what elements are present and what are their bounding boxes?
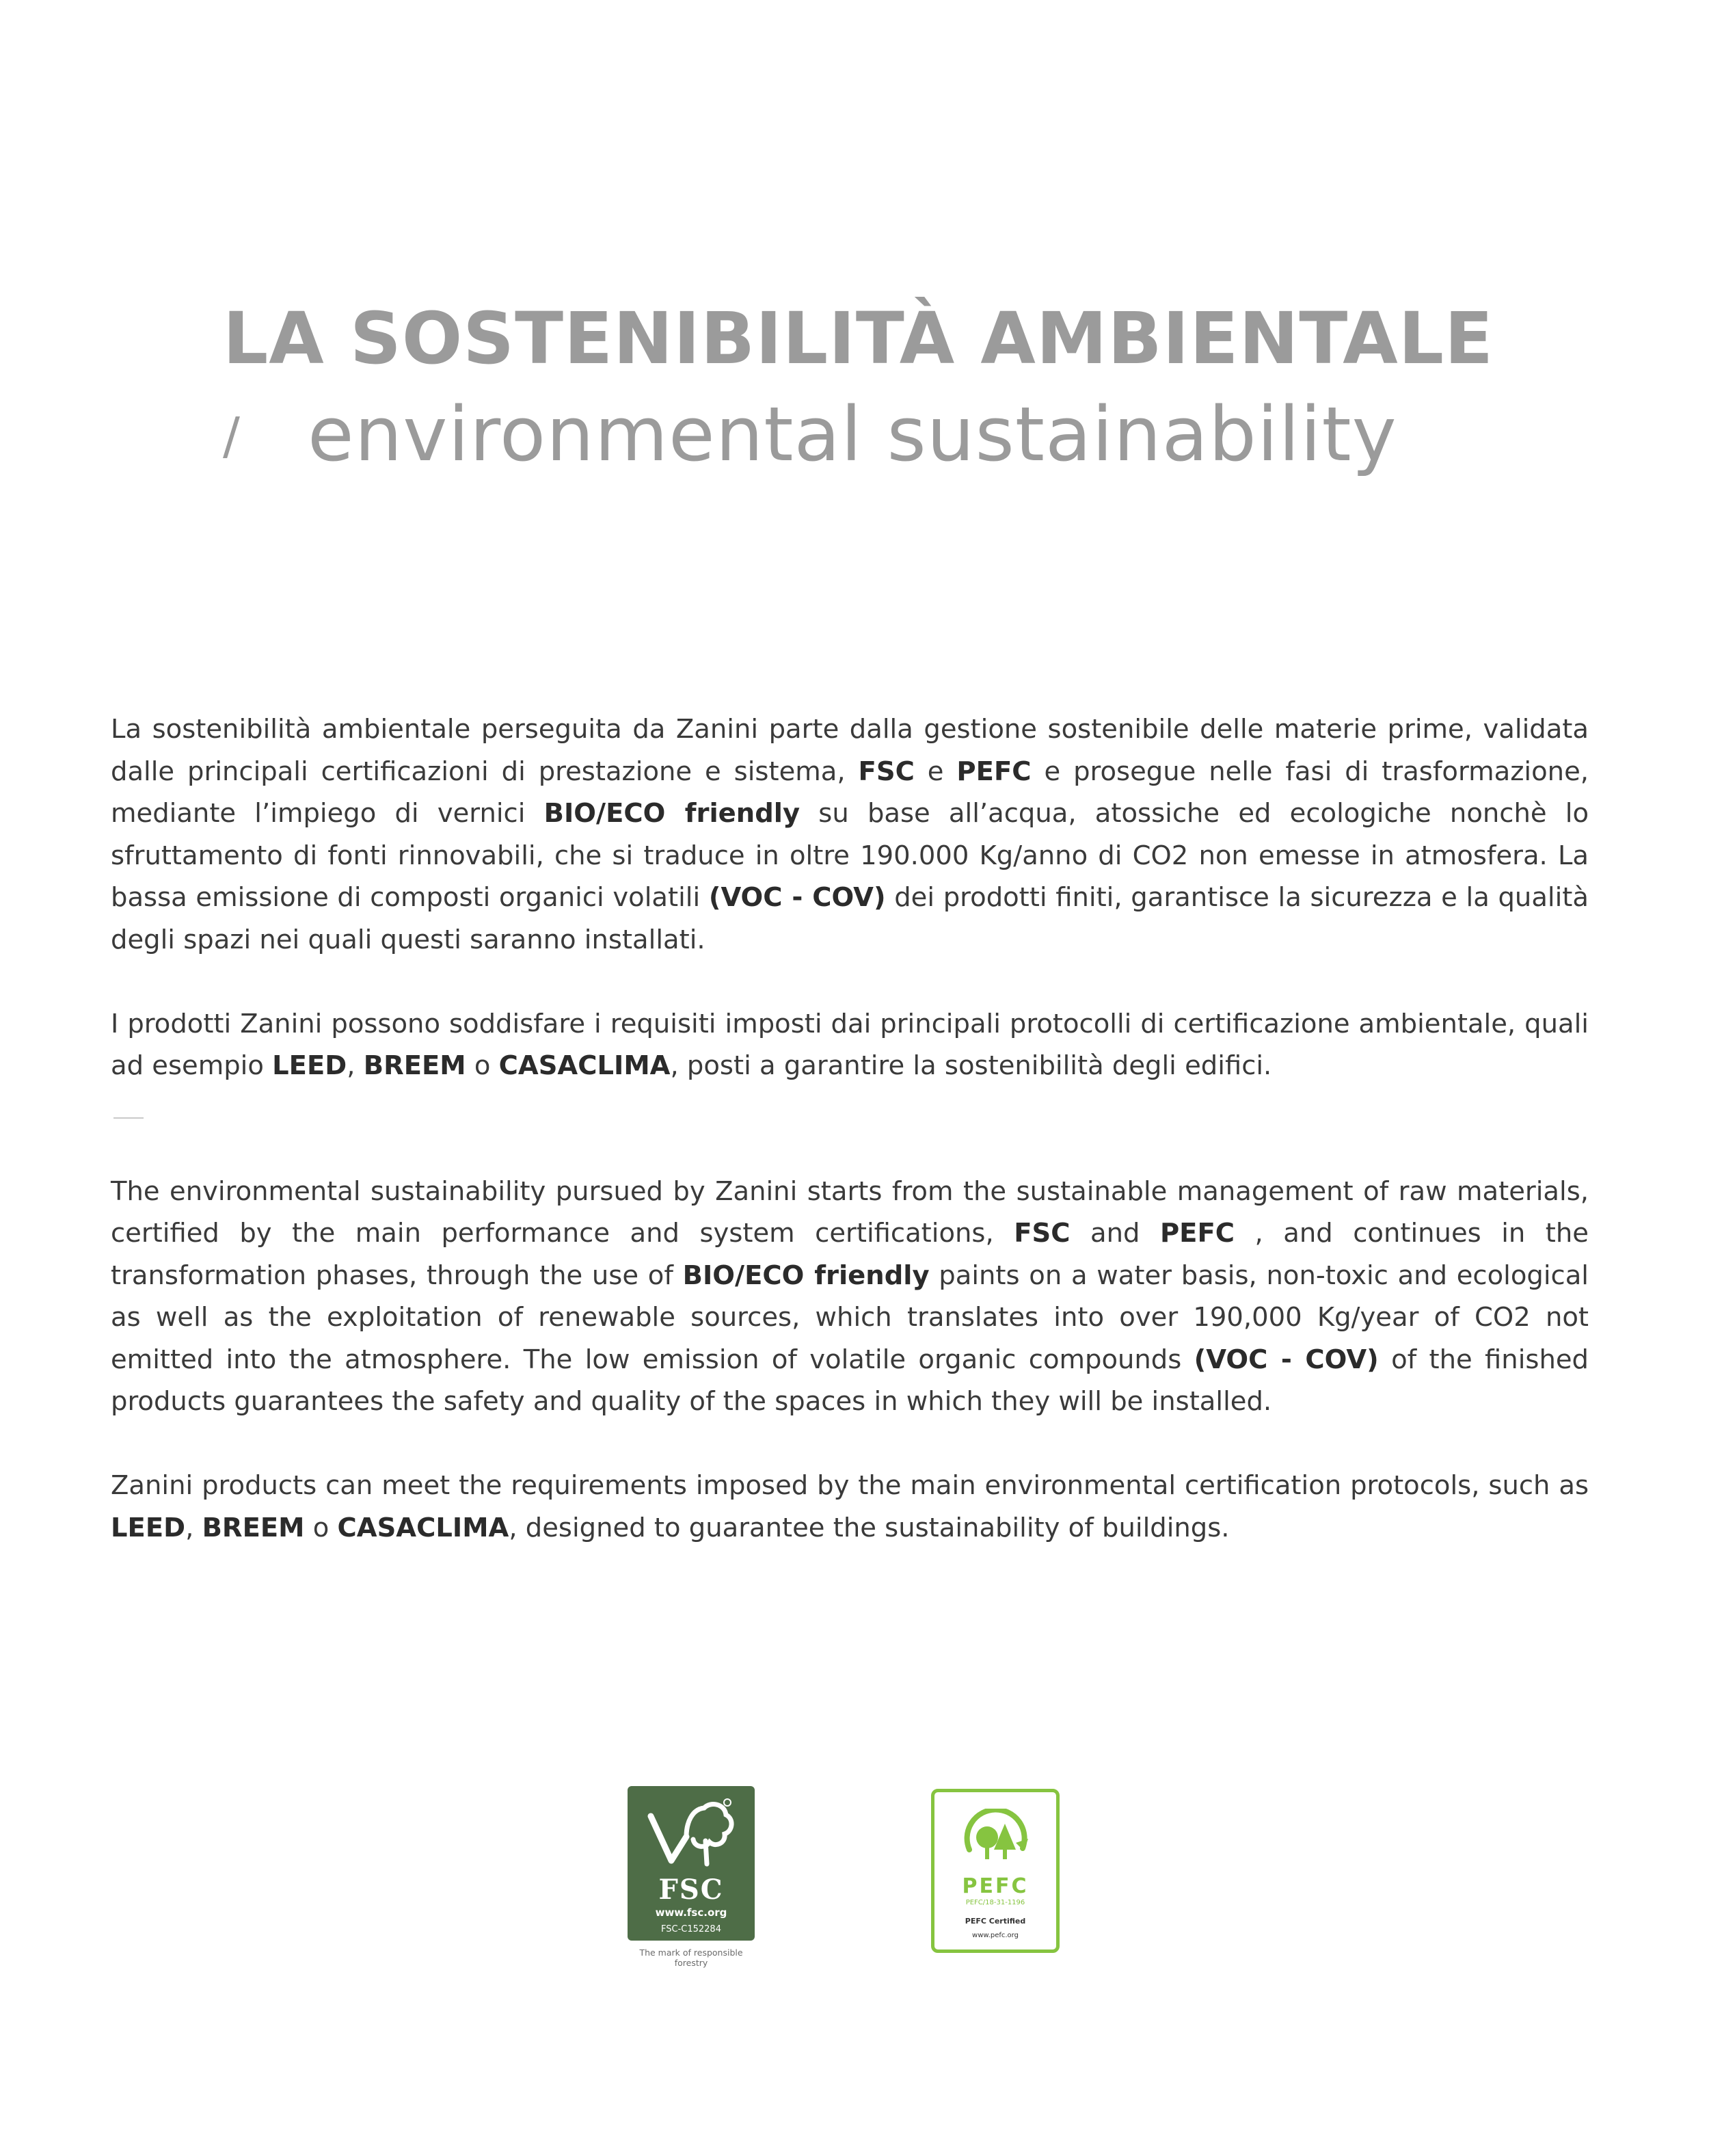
fsc-logo: [628, 1786, 755, 1968]
text-run: su base all’acqua, atossiche ed ecologiche nonchè lo sfruttamento di fonti rinnovabili, che si traduce in oltre 190.000 Kg/anno di CO2 non emesse in atmosfera. La bassa emissione di composti organici volatili: [111, 798, 1589, 913]
keyword-voc: (VOC - COV): [1194, 1344, 1379, 1375]
text-run: , and continues in the transformation phases, through the use of: [111, 1218, 1589, 1291]
text-run: Zanini products can meet the requirements imposed by the main environmental certification protocols, such as: [111, 1470, 1589, 1501]
english-paragraph-1: [111, 1171, 1589, 1423]
keyword-bio-eco: BIO/ECO friendly: [543, 798, 800, 829]
body-text: [111, 708, 1589, 1549]
title-english-text: environmental sustainability: [308, 390, 1397, 478]
keyword-voc: (VOC - COV): [708, 882, 886, 913]
pefc-name: PEFC: [962, 1874, 1029, 1898]
text-run: o: [304, 1512, 338, 1543]
text-run: The environmental sustainability pursued by Zanini starts from the sustainable management of raw materials, certified by the main performance and system certifications,: [111, 1175, 1589, 1249]
text-run: of the finished products guarantees the safety and quality of the spaces in which they will be installed.: [111, 1344, 1589, 1417]
keyword-casaclima: CASACLIMA: [498, 1050, 671, 1081]
keyword-pefc: PEFC: [1159, 1218, 1235, 1249]
fsc-badge: [628, 1786, 755, 1941]
page-heading: [223, 294, 1522, 488]
italian-paragraph-2: [111, 1003, 1589, 1087]
text-run: e prosegue nelle fasi di trasformazione, mediante l’impiego di vernici: [111, 756, 1589, 829]
title-english: [223, 383, 1522, 488]
keyword-fsc: FSC: [1014, 1218, 1071, 1249]
pefc-website: www.pefc.org: [972, 1932, 1019, 1939]
divider: [113, 1117, 144, 1119]
keyword-bio-eco: BIO/ECO friendly: [682, 1260, 930, 1291]
pefc-logo: [931, 1789, 1060, 1953]
text-run: paints on a water basis, non-toxic and ecological as well as the exploitation of renewable sources, which translates into over 190,000 Kg/year of CO2 not emitted into the atmosphere. The low emission of volatile organic compounds: [111, 1260, 1589, 1375]
text-run: and: [1070, 1218, 1160, 1249]
fsc-mark-text: The mark of responsible forestry: [639, 1947, 743, 1968]
keyword-breem: BREEM: [363, 1050, 466, 1081]
keyword-leed: LEED: [272, 1050, 347, 1081]
pefc-certified: PEFC Certified: [965, 1917, 1026, 1926]
text-run: , designed to guarantee the sustainability of buildings.: [509, 1512, 1230, 1543]
keyword-pefc: PEFC: [956, 756, 1032, 787]
fsc-tree-checkmark-icon: [644, 1796, 738, 1871]
title-slash: /: [223, 407, 241, 466]
text-run: e: [914, 756, 957, 787]
text-run: La sostenibilità ambientale perseguita da Zanini parte dalla gestione sostenibile delle materie prime, validata dalle principali certificazioni di prestazione e sistema,: [111, 714, 1589, 787]
fsc-website: www.fsc.org: [655, 1906, 727, 1919]
english-paragraph-2: [111, 1465, 1589, 1549]
keyword-fsc: FSC: [858, 756, 915, 787]
text-run: , posti a garantire la sostenibilità degli edifici.: [670, 1050, 1272, 1081]
pefc-code: PEFC/18-31-1196: [965, 1899, 1025, 1906]
title-italian: LA SOSTENIBILITÀ AMBIENTALE: [223, 297, 1494, 380]
fsc-name: FSC: [658, 1874, 724, 1906]
text-run: ,: [347, 1050, 364, 1081]
pefc-trees-icon: [960, 1809, 1031, 1872]
text-run: ,: [185, 1512, 202, 1543]
text-run: o: [466, 1050, 499, 1081]
italian-paragraph-1: [111, 708, 1589, 961]
keyword-leed: LEED: [111, 1512, 186, 1543]
fsc-code: FSC-C152284: [661, 1924, 721, 1934]
text-run: dei prodotti finiti, garantisce la sicurezza e la qualità degli spazi nei quali questi saranno installati.: [111, 882, 1589, 955]
keyword-casaclima: CASACLIMA: [337, 1512, 509, 1543]
text-run: I prodotti Zanini possono soddisfare i requisiti imposti dai principali protocolli di certificazione ambientale, quali ad esempio: [111, 1008, 1589, 1081]
keyword-breem: BREEM: [202, 1512, 305, 1543]
